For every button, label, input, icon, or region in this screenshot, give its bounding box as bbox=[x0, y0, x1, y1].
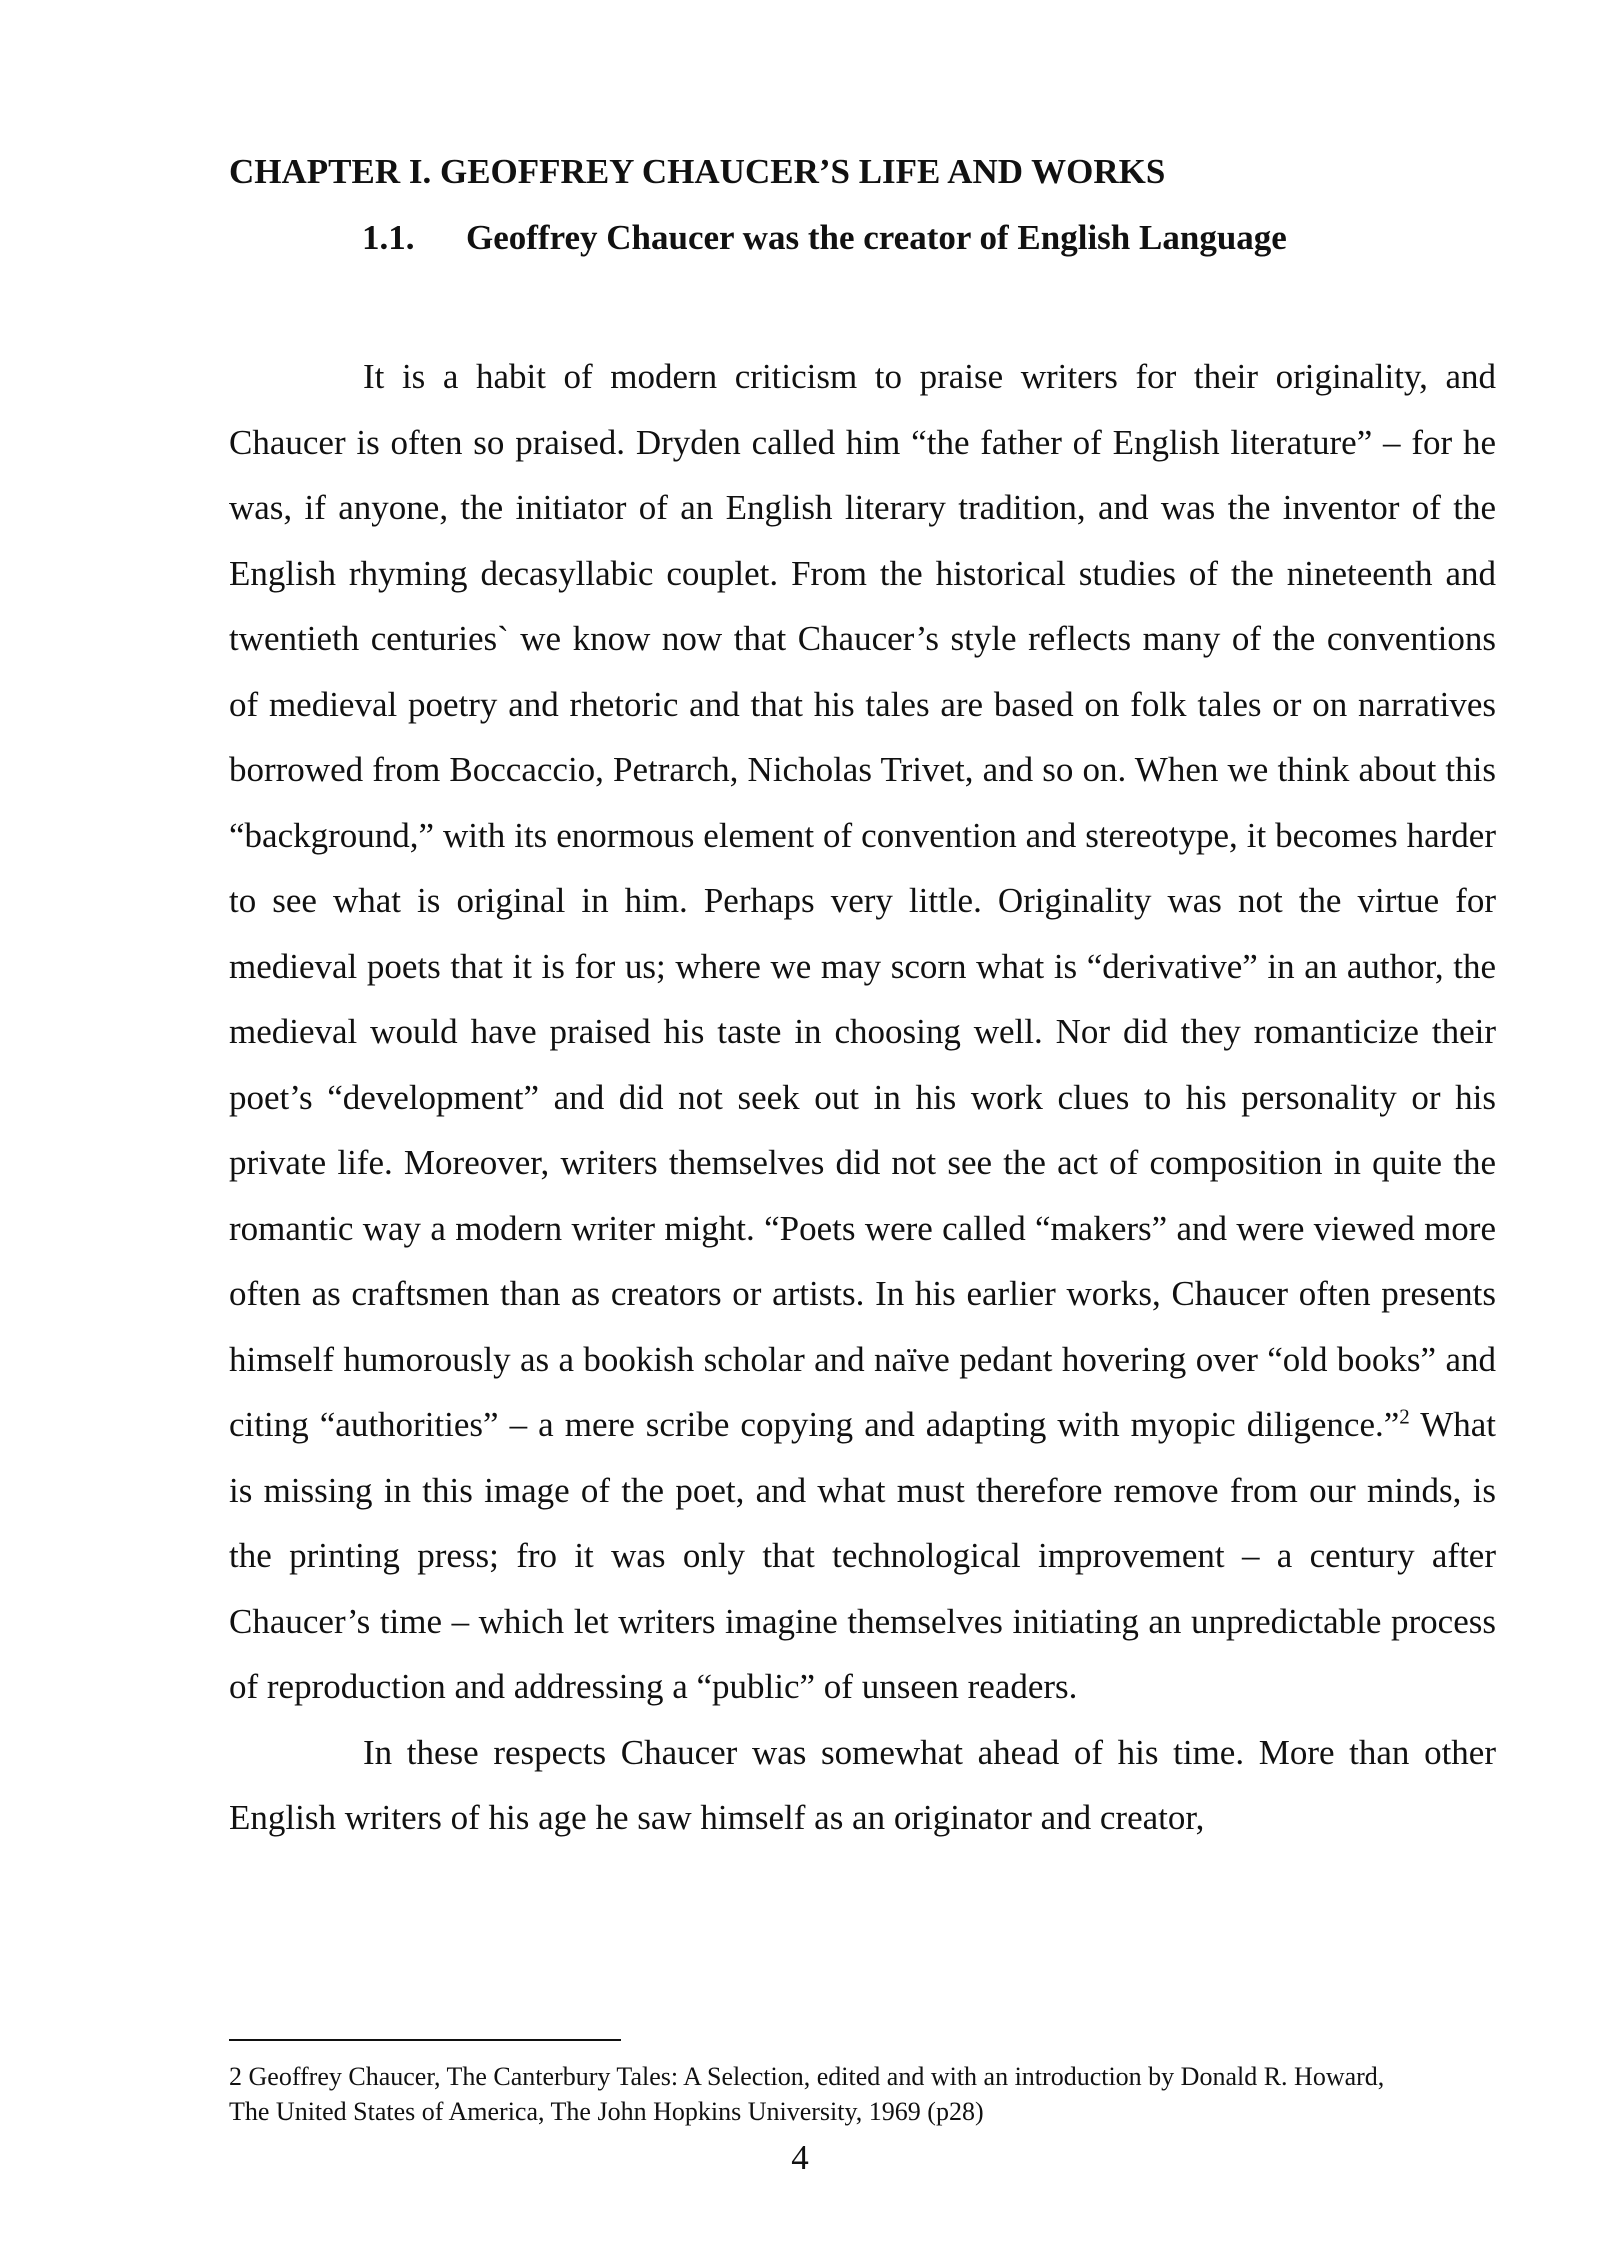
body-paragraph bbox=[229, 344, 1496, 1720]
section-title: Geoffrey Chaucer was the creator of English Language bbox=[466, 218, 1287, 257]
page-number: 4 bbox=[791, 2138, 809, 2177]
footnote: 2 Geoffrey Chaucer, The Canterbury Tales: A Selection, edited and with an introduction by Donald R. Howard, The United States of America, The John Hopkins University, 1969 (p28) bbox=[229, 2062, 1385, 2126]
footnote-reference: 2 bbox=[1399, 1404, 1410, 1429]
body-paragraph bbox=[229, 1720, 1496, 1851]
section-number: 1.1. bbox=[362, 218, 415, 257]
paragraph-text-continuation: What is missing in this image of the poet, and what must therefore remove from our minds, is the printing press; fro it was only that technological improvement – a century after Chaucer’s time – which let writers imagine themselves initiating an unpredictable process of reproduction and addressing a “public” of unseen readers. bbox=[229, 1405, 1496, 1706]
paragraph-text: In these respects Chaucer was somewhat ahead of his time. More than other English writers of his age he saw himself as an originator and creator, bbox=[229, 1732, 1496, 1837]
paragraph-text: It is a habit of modern criticism to praise writers for their originality, and Chaucer is often so praised. Dryden called him “the father of English literature” – for he was, if anyone, the initiator of an English literary tradition, and was the inventor of the English rhyming decasyllabic couplet. From the historical studies of the nineteenth and twentieth centuries` we know now that Chaucer’s style reflects many of the conventions of medieval poetry and rhetoric and that his tales are based on folk tales or on narratives borrowed from Boccaccio, Petrarch, Nicholas Trivet, and so on. When we think about this “background,” with its enormous element of convention and stereotype, it becomes harder to see what is original in him. Perhaps very little. Originality was not the virtue for medieval poets that it is for us; where we may scorn what is “derivative” in an author, the medieval would have praised his taste in choosing well. Nor did they romanticize their poet’s “development” and did not seek out in his work clues to his personality or his private life. Moreover, writers themselves did not see the act of composition in quite the romantic way a modern writer might. “Poets were called “makers” and were viewed more often as craftsmen than as creators or artists. In his earlier works, Chaucer often presents himself humorously as a bookish scholar and naïve pedant hovering over “old books” and citing “authorities” – a mere scribe copying and adapting with myopic diligence.” bbox=[229, 357, 1496, 1444]
chapter-heading: CHAPTER I. GEOFFREY CHAUCER’S LIFE AND WORKS bbox=[229, 152, 1166, 191]
body-text bbox=[229, 344, 1496, 1851]
footnote-separator bbox=[229, 2039, 621, 2041]
section-heading bbox=[362, 218, 1287, 258]
